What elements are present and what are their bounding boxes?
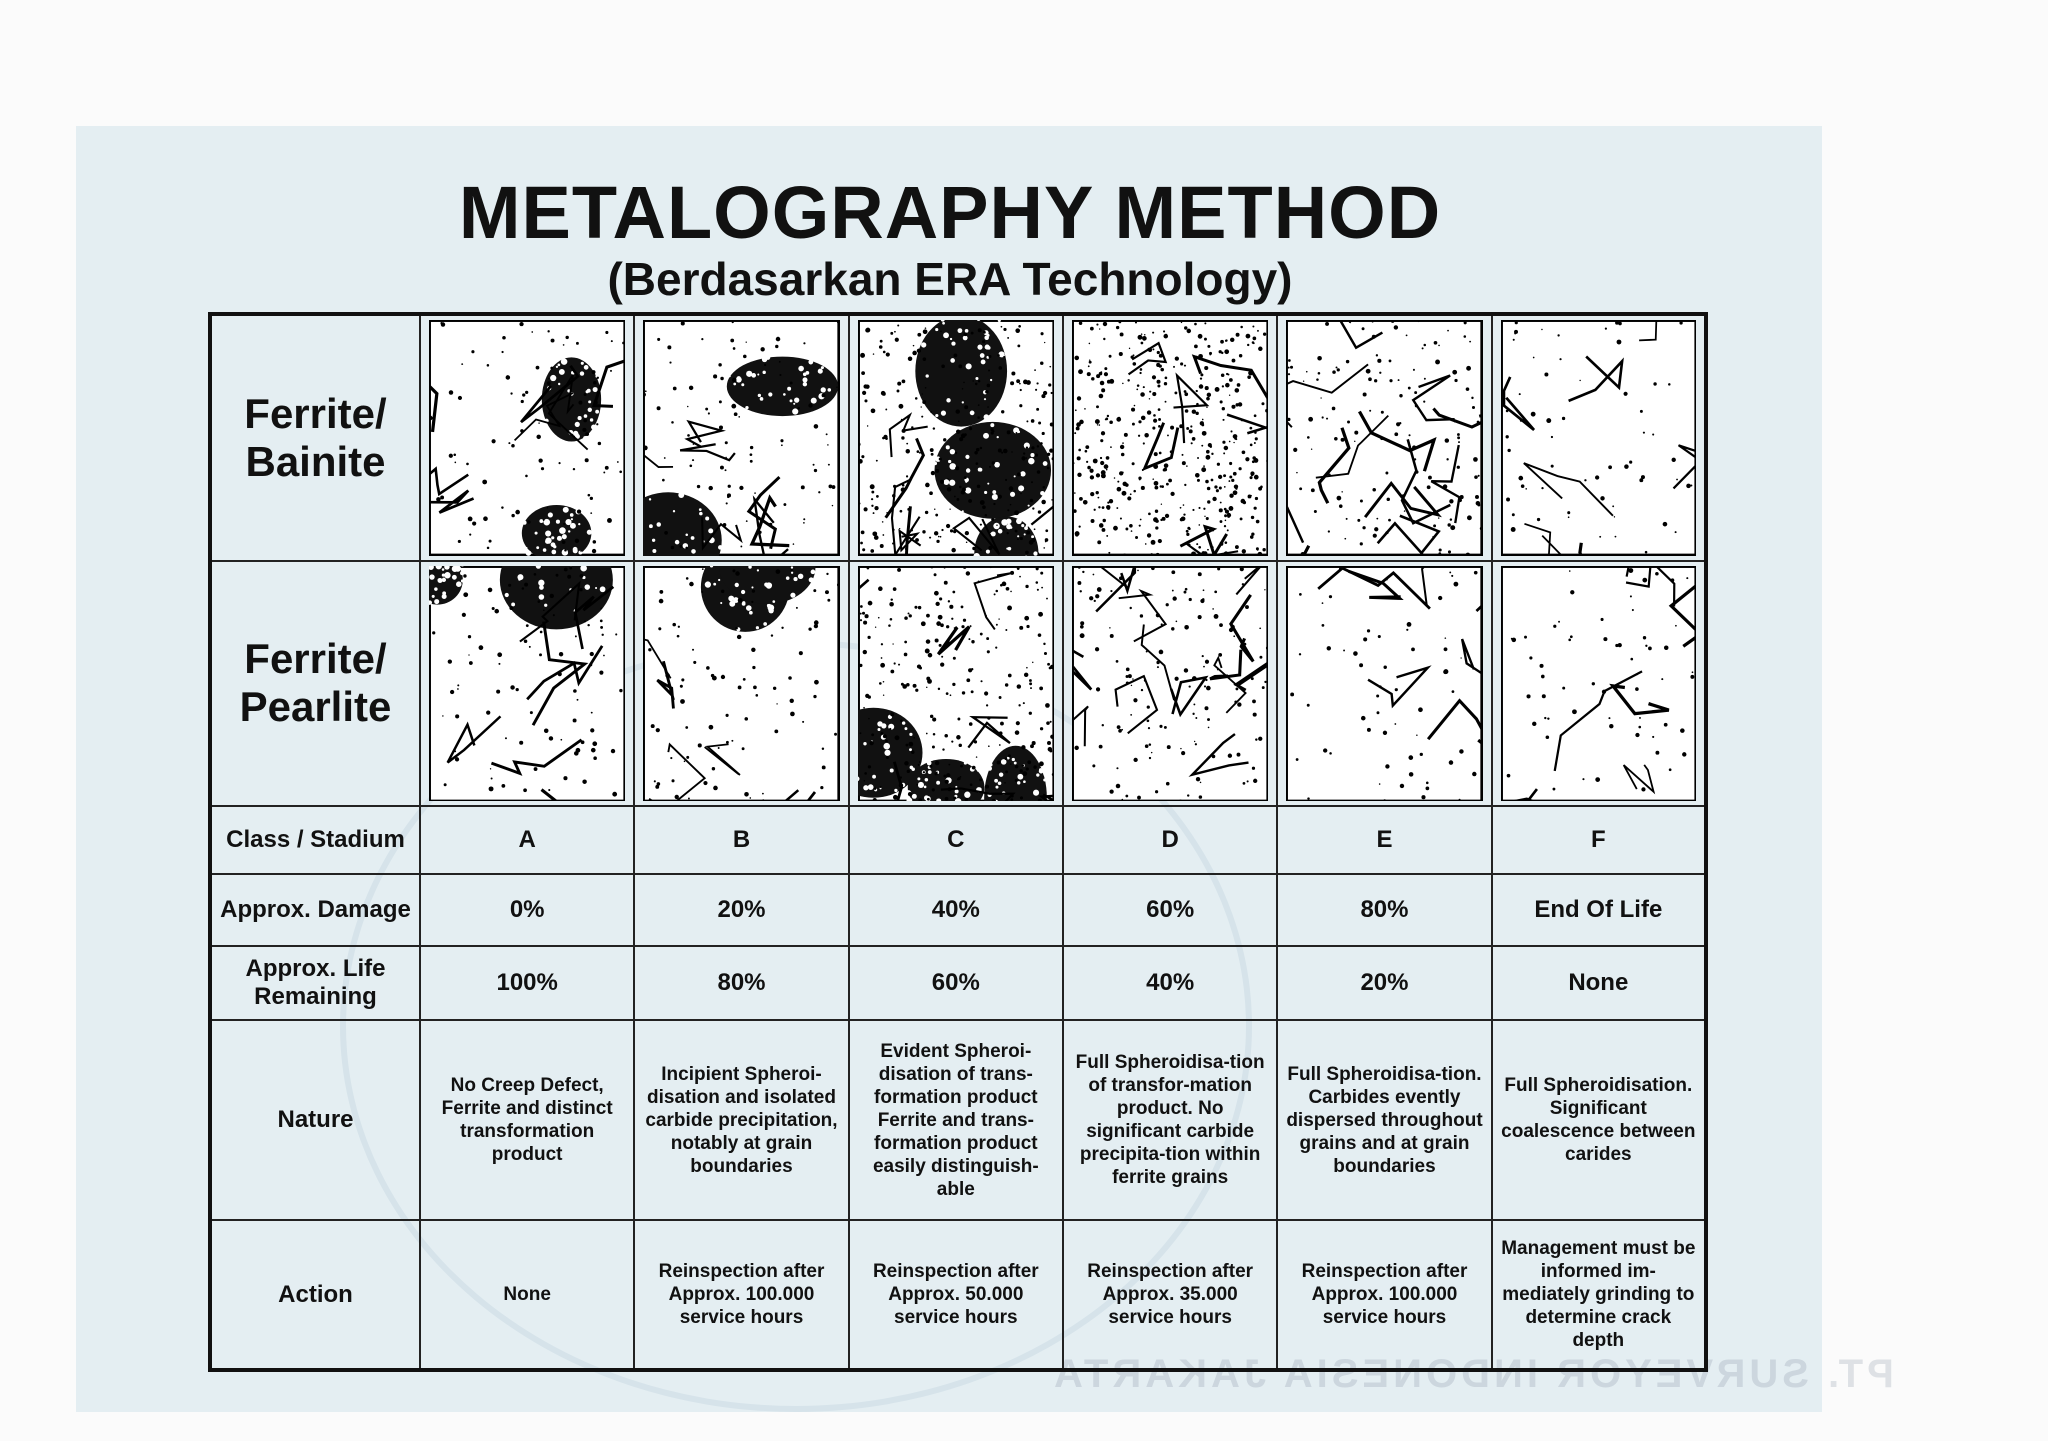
class-cell: D bbox=[1063, 806, 1277, 874]
micrograph-pearlite-a bbox=[420, 561, 634, 807]
damage-cell: 40% bbox=[849, 874, 1063, 946]
damage-cell: End Of Life bbox=[1492, 874, 1706, 946]
damage-cell: 80% bbox=[1277, 874, 1491, 946]
row-label-damage: Approx. Damage bbox=[210, 874, 420, 946]
action-cell: Reinspection after Approx. 100.000 service hours bbox=[634, 1220, 848, 1370]
label-line: Ferrite/ bbox=[244, 389, 387, 437]
row-label-ferrite-bainite bbox=[210, 314, 420, 561]
damage-cell: 20% bbox=[634, 874, 848, 946]
label-line: Pearlite bbox=[239, 683, 392, 731]
metallography-table bbox=[208, 312, 1708, 1372]
micrograph-bainite-e bbox=[1277, 314, 1491, 561]
label-line: Ferrite/ bbox=[244, 635, 387, 683]
micrograph-bainite-a bbox=[420, 314, 634, 561]
nature-cell: Evident Spheroi-disation of trans-formation product Ferrite and trans-formation product easily distinguish-able bbox=[849, 1020, 1063, 1220]
life-cell: None bbox=[1492, 946, 1706, 1020]
class-cell: E bbox=[1277, 806, 1491, 874]
row-label-class: Class / Stadium bbox=[210, 806, 420, 874]
row-nature bbox=[210, 1020, 1706, 1220]
micrograph-bainite-b bbox=[634, 314, 848, 561]
nature-cell: Full Spheroidisa-tion of transfor-mation product. No significant carbide precipita-tion within ferrite grains bbox=[1063, 1020, 1277, 1220]
page-title: METALOGRAPHY METHOD bbox=[458, 171, 1442, 254]
damage-cell: 60% bbox=[1063, 874, 1277, 946]
row-label-ferrite-pearlite bbox=[210, 561, 420, 807]
row-ferrite-pearlite bbox=[210, 561, 1706, 807]
class-cell: A bbox=[420, 806, 634, 874]
row-action bbox=[210, 1220, 1706, 1370]
nature-cell: Incipient Spheroi-disation and isolated carbide precipitation, notably at grain boundaries bbox=[634, 1020, 848, 1220]
micrograph-pearlite-e bbox=[1277, 561, 1491, 807]
row-life-remaining bbox=[210, 946, 1706, 1020]
micrograph-bainite-c bbox=[849, 314, 1063, 561]
row-label-nature: Nature bbox=[210, 1020, 420, 1220]
life-cell: 80% bbox=[634, 946, 848, 1020]
page-subtitle: (Berdasarkan ERA Technology) bbox=[607, 253, 1293, 305]
life-cell: 20% bbox=[1277, 946, 1491, 1020]
nature-cell: No Creep Defect, Ferrite and distinct transformation product bbox=[420, 1020, 634, 1220]
life-cell: 100% bbox=[420, 946, 634, 1020]
life-cell: 60% bbox=[849, 946, 1063, 1020]
life-cell: 40% bbox=[1063, 946, 1277, 1020]
action-cell: Management must be informed im-mediately grinding to determine crack depth bbox=[1492, 1220, 1706, 1370]
row-label-action: Action bbox=[210, 1220, 420, 1370]
row-label-life-remaining: Approx. Life Remaining bbox=[210, 946, 420, 1020]
row-damage bbox=[210, 874, 1706, 946]
class-cell: C bbox=[849, 806, 1063, 874]
action-cell: Reinspection after Approx. 35.000 service hours bbox=[1063, 1220, 1277, 1370]
label-line: Bainite bbox=[245, 437, 386, 485]
action-cell: None bbox=[420, 1220, 634, 1370]
row-class bbox=[210, 806, 1706, 874]
nature-cell: Full Spheroidisa-tion. Carbides evently dispersed throughout grains and at grain boundaries bbox=[1277, 1020, 1491, 1220]
micrograph-pearlite-c bbox=[849, 561, 1063, 807]
class-cell: B bbox=[634, 806, 848, 874]
watermark-text: PT. SURVEYOR INDONESIA JAKARTA bbox=[1050, 1352, 1894, 1396]
micrograph-pearlite-f bbox=[1492, 561, 1706, 807]
row-ferrite-bainite bbox=[210, 314, 1706, 561]
micrograph-bainite-f bbox=[1492, 314, 1706, 561]
class-cell: F bbox=[1492, 806, 1706, 874]
action-cell: Reinspection after Approx. 100.000 service hours bbox=[1277, 1220, 1491, 1370]
action-cell: Reinspection after Approx. 50.000 service hours bbox=[849, 1220, 1063, 1370]
nature-cell: Full Spheroidisation. Significant coalescence between carides bbox=[1492, 1020, 1706, 1220]
micrograph-pearlite-b bbox=[634, 561, 848, 807]
micrograph-pearlite-d bbox=[1063, 561, 1277, 807]
damage-cell: 0% bbox=[420, 874, 634, 946]
micrograph-bainite-d bbox=[1063, 314, 1277, 561]
